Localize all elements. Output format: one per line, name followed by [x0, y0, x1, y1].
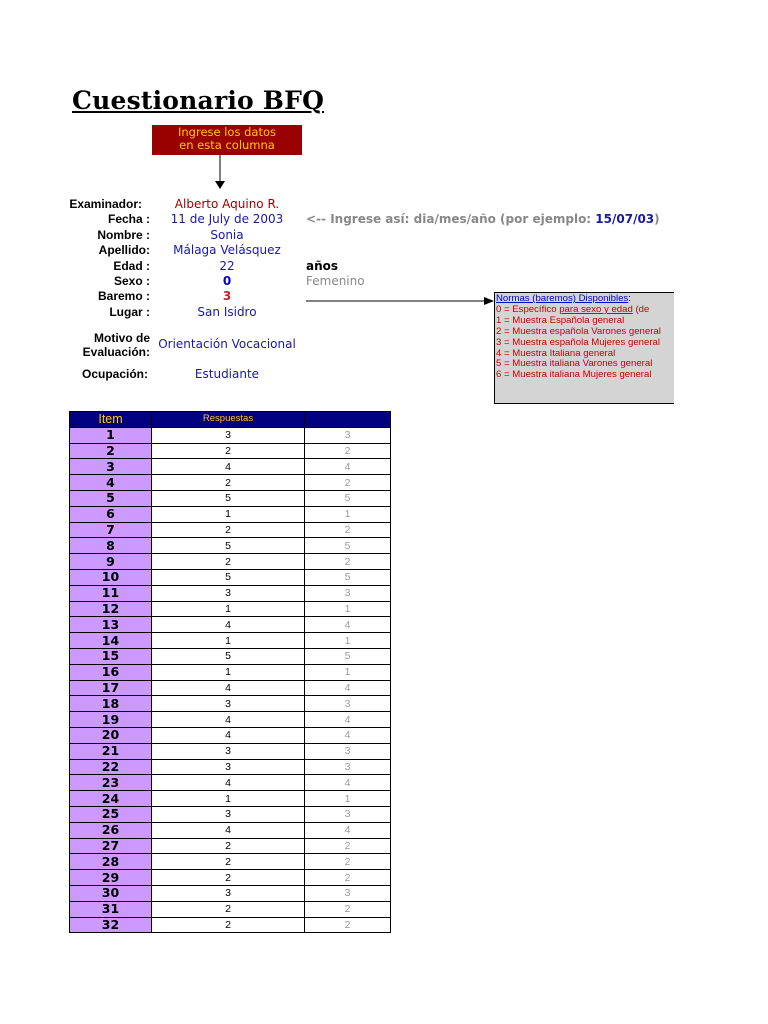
edad-label: Edad :: [113, 259, 150, 273]
response-cell[interactable]: 3: [152, 743, 305, 759]
response-echo-cell: 2: [305, 554, 391, 570]
item-number: 15: [70, 648, 152, 664]
response-cell[interactable]: 4: [152, 822, 305, 838]
response-echo-cell: 4: [305, 617, 391, 633]
response-echo-cell: 1: [305, 664, 391, 680]
table-row: [70, 538, 391, 554]
response-cell[interactable]: 1: [152, 506, 305, 522]
edad-value[interactable]: 22: [219, 259, 235, 273]
examinador-label: Examinador:: [69, 197, 142, 211]
norms-option-0: 0 = Específico para sexo y edad (de: [496, 303, 650, 315]
lugar-label: Lugar :: [109, 305, 150, 319]
table-row: [70, 459, 391, 475]
response-cell[interactable]: 3: [152, 885, 305, 901]
response-echo-cell: 4: [305, 727, 391, 743]
sexo-label: Sexo :: [113, 274, 150, 288]
table-row: [70, 901, 391, 917]
table-row: [70, 838, 391, 854]
response-echo-cell: 1: [305, 506, 391, 522]
response-echo-cell: 3: [305, 585, 391, 601]
response-cell[interactable]: 4: [152, 775, 305, 791]
table-row: [70, 806, 391, 822]
item-number: 28: [70, 854, 152, 870]
item-number: 26: [70, 822, 152, 838]
response-cell[interactable]: 5: [152, 648, 305, 664]
response-cell[interactable]: 2: [152, 838, 305, 854]
fecha-value[interactable]: 11 de July de 2003: [170, 212, 284, 226]
examinador-value[interactable]: Alberto Aquino R.: [174, 197, 280, 211]
item-number: 11: [70, 585, 152, 601]
down-arrow-icon: [212, 155, 228, 191]
table-row: [70, 585, 391, 601]
item-number: 3: [70, 459, 152, 475]
item-number: 24: [70, 791, 152, 807]
item-number: 31: [70, 901, 152, 917]
response-cell[interactable]: 2: [152, 554, 305, 570]
item-number: 27: [70, 838, 152, 854]
response-cell[interactable]: 4: [152, 727, 305, 743]
responses-table: [69, 411, 391, 933]
response-echo-cell: 3: [305, 696, 391, 712]
table-row: [70, 617, 391, 633]
response-cell[interactable]: 5: [152, 538, 305, 554]
edad-unit: años: [306, 259, 339, 273]
response-echo-cell: 4: [305, 680, 391, 696]
table-row: [70, 522, 391, 538]
norms-option-5: 5 = Muestra italiana Varones general: [496, 358, 653, 370]
table-row: [70, 727, 391, 743]
table-row: [70, 443, 391, 459]
norms-option-4: 4 = Muestra Italiana general: [496, 347, 616, 359]
item-number: 22: [70, 759, 152, 775]
table-row: [70, 633, 391, 649]
norms-option-6: 6 = Muestra italiana Mujeres general: [496, 369, 652, 381]
response-echo-cell: 4: [305, 822, 391, 838]
response-echo-cell: 1: [305, 633, 391, 649]
table-row: [70, 759, 391, 775]
table-row: [70, 427, 391, 443]
response-cell[interactable]: 1: [152, 633, 305, 649]
table-row: [70, 475, 391, 491]
item-number: 12: [70, 601, 152, 617]
norms-heading-colon: :: [628, 293, 631, 304]
response-echo-cell: 4: [305, 459, 391, 475]
response-cell[interactable]: 3: [152, 427, 305, 443]
response-cell[interactable]: 2: [152, 522, 305, 538]
response-cell[interactable]: 1: [152, 791, 305, 807]
motivo-label: [83, 331, 150, 359]
response-echo-cell: 2: [305, 854, 391, 870]
item-number: 18: [70, 696, 152, 712]
response-echo-cell: 2: [305, 838, 391, 854]
response-cell[interactable]: 3: [152, 585, 305, 601]
table-row: [70, 490, 391, 506]
table-row: [70, 822, 391, 838]
norms-option-3: 3 = Muestra española Mujeres general: [496, 336, 660, 348]
item-number: 10: [70, 569, 152, 585]
response-echo-cell: 4: [305, 775, 391, 791]
motivo-label-line-2: Evaluación:: [82, 345, 150, 359]
column-header-respuestas: Respuestas: [152, 412, 305, 428]
norms-heading: Normas (baremos) Disponibles: [496, 293, 629, 304]
item-number: 17: [70, 680, 152, 696]
response-cell[interactable]: 2: [152, 917, 305, 933]
response-echo-cell: 2: [305, 522, 391, 538]
norms-option-1: 1 = Muestra Española general: [496, 314, 625, 326]
response-echo-cell: 2: [305, 901, 391, 917]
table-row: [70, 885, 391, 901]
table-row: [70, 870, 391, 886]
item-number: 30: [70, 885, 152, 901]
table-row: [70, 506, 391, 522]
response-echo-cell: 5: [305, 648, 391, 664]
item-number: 2: [70, 443, 152, 459]
table-row: [70, 791, 391, 807]
response-cell[interactable]: 3: [152, 759, 305, 775]
column-header-blank: [305, 412, 391, 428]
item-number: 14: [70, 633, 152, 649]
fecha-hint-example: 15/07/03: [595, 212, 655, 226]
response-cell[interactable]: 4: [152, 617, 305, 633]
response-echo-cell: 5: [305, 490, 391, 506]
item-number: 23: [70, 775, 152, 791]
item-number: 8: [70, 538, 152, 554]
instruction-line-2: en esta columna: [179, 138, 275, 152]
lugar-value[interactable]: San Isidro: [197, 305, 257, 319]
response-cell[interactable]: 4: [152, 459, 305, 475]
baremo-value[interactable]: 3: [222, 289, 232, 303]
instruction-box: [152, 125, 302, 155]
apellido-label: Apellido:: [98, 243, 150, 257]
table-row: [70, 554, 391, 570]
item-number: 9: [70, 554, 152, 570]
right-arrow-icon: [306, 294, 496, 308]
fecha-label: Fecha :: [107, 212, 150, 226]
response-cell[interactable]: 2: [152, 901, 305, 917]
item-number: 20: [70, 727, 152, 743]
item-number: 13: [70, 617, 152, 633]
sexo-value[interactable]: 0: [222, 274, 232, 288]
table-row: [70, 696, 391, 712]
table-row: [70, 775, 391, 791]
item-number: 29: [70, 870, 152, 886]
table-row: [70, 648, 391, 664]
table-row: [70, 743, 391, 759]
item-number: 5: [70, 490, 152, 506]
item-number: 16: [70, 664, 152, 680]
instruction-line-1: Ingrese los datos: [177, 125, 276, 139]
response-cell[interactable]: 1: [152, 664, 305, 680]
ocupacion-value[interactable]: Estudiante: [194, 367, 260, 381]
response-cell[interactable]: 3: [152, 806, 305, 822]
response-echo-cell: 3: [305, 806, 391, 822]
response-cell[interactable]: 5: [152, 569, 305, 585]
response-cell[interactable]: 2: [152, 475, 305, 491]
item-number: 32: [70, 917, 152, 933]
response-cell[interactable]: 2: [152, 443, 305, 459]
apellido-value[interactable]: Málaga Velásquez: [173, 243, 281, 257]
fecha-hint-suffix: ): [654, 212, 660, 226]
item-number: 6: [70, 506, 152, 522]
response-cell[interactable]: 5: [152, 490, 305, 506]
response-echo-cell: 2: [305, 443, 391, 459]
table-row: [70, 601, 391, 617]
nombre-value[interactable]: Sonia: [210, 228, 244, 242]
motivo-value[interactable]: Orientación Vocacional: [158, 337, 296, 351]
response-echo-cell: 3: [305, 885, 391, 901]
table-row: [70, 569, 391, 585]
item-number: 1: [70, 427, 152, 443]
response-cell[interactable]: 1: [152, 601, 305, 617]
baremo-label: Baremo :: [97, 289, 150, 303]
response-cell[interactable]: 2: [152, 870, 305, 886]
response-echo-cell: 5: [305, 538, 391, 554]
response-cell[interactable]: 4: [152, 712, 305, 728]
ocupacion-label: Ocupación:: [81, 367, 148, 381]
response-cell[interactable]: 4: [152, 680, 305, 696]
motivo-label-line-1: Motivo de: [94, 331, 150, 345]
item-number: 7: [70, 522, 152, 538]
response-echo-cell: 5: [305, 569, 391, 585]
table-row: [70, 854, 391, 870]
item-number: 21: [70, 743, 152, 759]
response-echo-cell: 2: [305, 870, 391, 886]
nombre-label: Nombre :: [97, 228, 150, 242]
table-row: [70, 917, 391, 933]
fecha-hint-prefix: <-- Ingrese así: dia/mes/año (por ejemplo:: [306, 212, 596, 226]
response-echo-cell: 4: [305, 712, 391, 728]
response-echo-cell: 3: [305, 743, 391, 759]
response-cell[interactable]: 2: [152, 854, 305, 870]
item-number: 4: [70, 475, 152, 491]
table-row: [70, 664, 391, 680]
norms-option-2: 2 = Muestra española Varones general: [496, 325, 661, 337]
fecha-hint: [306, 212, 660, 226]
response-echo-cell: 2: [305, 475, 391, 491]
table-row: [70, 680, 391, 696]
item-number: 25: [70, 806, 152, 822]
table-row: [70, 712, 391, 728]
response-echo-cell: 1: [305, 791, 391, 807]
response-echo-cell: 3: [305, 427, 391, 443]
column-header-item: Item: [70, 412, 152, 428]
item-number: 19: [70, 712, 152, 728]
response-echo-cell: 2: [305, 917, 391, 933]
page-title: Cuestionario BFQ: [72, 86, 325, 115]
response-echo-cell: 3: [305, 759, 391, 775]
response-cell[interactable]: 3: [152, 696, 305, 712]
response-echo-cell: 1: [305, 601, 391, 617]
sexo-text: Femenino: [306, 274, 365, 288]
norms-comment-box: [494, 292, 674, 404]
responses-table-body: [70, 427, 391, 933]
